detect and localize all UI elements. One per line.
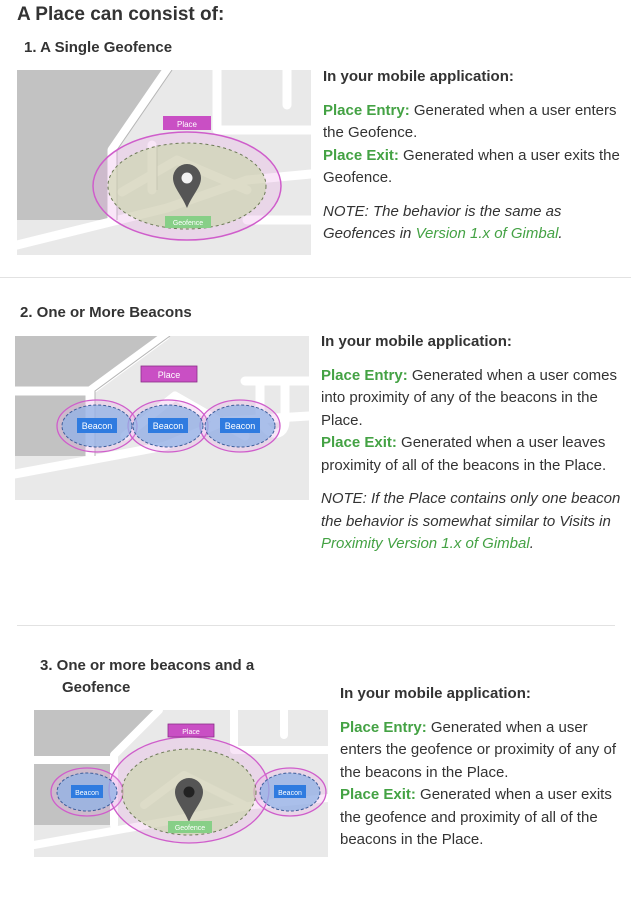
place-entry-label: Place Entry: <box>323 101 410 119</box>
place-entry-label: Place Entry: <box>340 718 427 736</box>
divider <box>17 625 615 626</box>
app-heading: In your mobile application: <box>323 68 514 85</box>
section-3-title: 3. One or more beacons and a Geofence <box>40 657 255 696</box>
place-label: Place <box>157 370 181 380</box>
proximity-link[interactable]: Proximity Version 1.x of Gimbal <box>321 535 530 552</box>
place-exit-text: Place Exit: Generated when a user exits the geofence and proximity of all of the beacons in the Place. <box>340 786 612 848</box>
place-exit-text: Place Exit: Generated when a user exits the Geofence. <box>323 146 620 186</box>
place-exit-label: Place Exit: <box>321 434 397 451</box>
place-exit-label: Place Exit: <box>323 146 399 164</box>
svg-text:Beacon: Beacon <box>278 790 302 797</box>
map-beacons <box>15 336 309 500</box>
beacon-tag <box>148 418 188 433</box>
app-heading: In your mobile application: <box>321 333 512 350</box>
beacon-tag <box>71 785 103 798</box>
section-2-description <box>321 331 621 556</box>
place-entry-text: Place Entry: Generated when a user enters the Geofence. <box>323 101 617 141</box>
section-1-title: 1. A Single Geofence <box>24 39 173 56</box>
place-entry-label: Place Entry: <box>321 366 408 384</box>
app-heading: In your mobile application: <box>340 685 531 702</box>
beacon-tag <box>220 418 260 433</box>
page-title: A Place can consist of: <box>17 4 225 25</box>
place-label: Place <box>182 729 200 736</box>
place-entry-text: Place Entry: Generated when a user comes into proximity of any of the beacons in the Place. <box>321 366 618 429</box>
svg-text:Beacon: Beacon <box>75 790 99 797</box>
section-3-description <box>340 683 632 852</box>
note: NOTE: If the Place contains only one beacon the behavior is somewhat similar to Visits in Proximity Version 1.x of Gimbal. <box>321 490 621 552</box>
section-2-title: 2. One or More Beacons <box>20 304 192 321</box>
divider <box>0 277 631 278</box>
svg-text:Beacon: Beacon <box>224 421 256 431</box>
svg-text:Beacon: Beacon <box>81 421 113 431</box>
beacon-tag <box>274 785 306 798</box>
place-entry-text: Place Entry: Generated when a user enters the geofence or proximity of any of the beacons in the Place. <box>340 718 616 781</box>
note: NOTE: The behavior is the same as Geofences in Version 1.x of Gimbal. <box>323 202 563 242</box>
place-exit-label: Place Exit: <box>340 786 416 803</box>
map-beacons-and-geofence <box>34 710 328 857</box>
beacon-tag <box>77 418 117 433</box>
svg-text:Beacon: Beacon <box>152 421 184 431</box>
map-single-geofence <box>17 70 311 255</box>
geofence-label: Geofence <box>172 220 204 227</box>
place-label: Place <box>176 120 198 129</box>
version-link[interactable]: Version 1.x of Gimbal <box>415 225 559 242</box>
geofence-label: Geofence <box>174 825 206 832</box>
place-exit-text: Place Exit: Generated when a user leaves proximity of all of the beacons in the Place. <box>321 434 607 474</box>
section-1-description <box>323 66 623 246</box>
